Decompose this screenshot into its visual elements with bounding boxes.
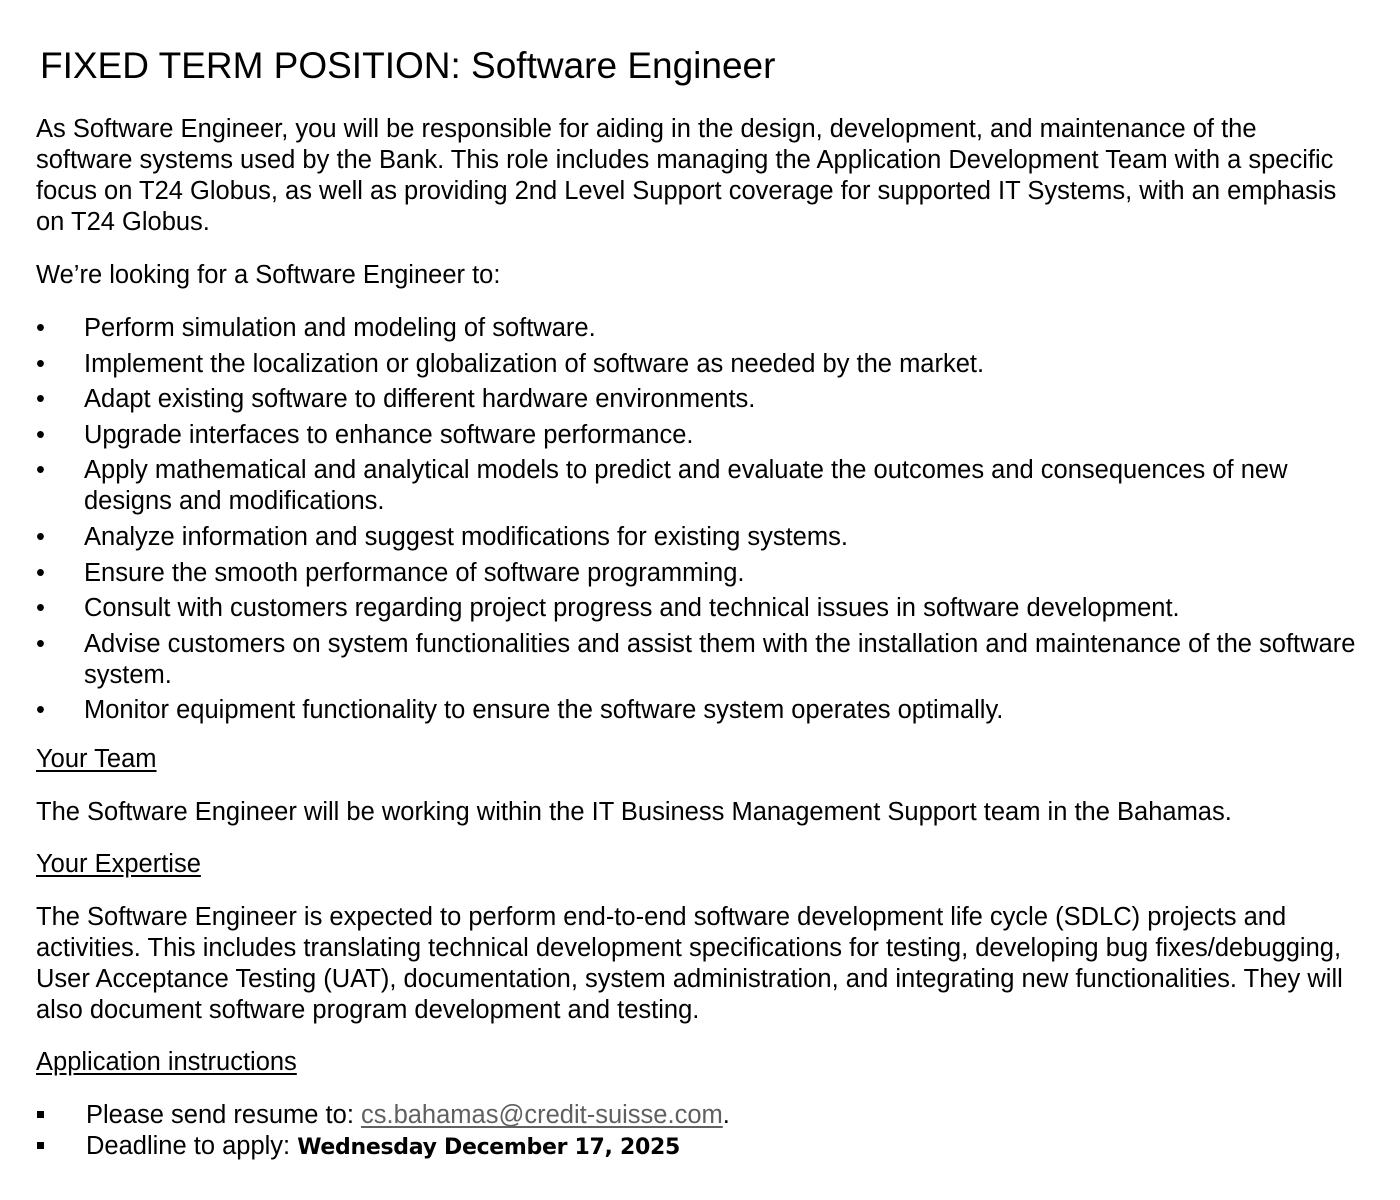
list-item-text: Adapt existing software to different hardware environments. <box>84 385 756 414</box>
email-suffix: . <box>722 1101 730 1130</box>
list-item <box>36 1131 1356 1163</box>
square-bullet-icon <box>37 1142 44 1149</box>
bullet-icon: • <box>36 696 45 725</box>
resume-label: Please send resume to: <box>86 1101 361 1130</box>
square-bullet-icon <box>37 1111 44 1118</box>
intro-paragraph: As Software Engineer, you will be responsible for aiding in the design, development, and maintenance of the software systems used by the Bank. This role includes managing the Application Development Team with a specific focus on T24 Globus, as well as providing 2nd Level Support coverage for supported IT Systems, with an emphasis on T24 Globus. <box>36 115 1337 236</box>
bullet-icon: • <box>36 349 45 378</box>
bullet-icon: • <box>36 629 45 658</box>
application-list <box>36 1100 1356 1163</box>
list-item-text: Monitor equipment functionality to ensure the software system operates optimally. <box>84 696 1004 725</box>
application-instructions-heading: Application instructions <box>36 1048 297 1077</box>
list-item-text: Implement the localization or globalization of software as needed by the market. <box>84 349 985 378</box>
list-item-text: Analyze information and suggest modifications for existing systems. <box>84 522 848 551</box>
list-item <box>36 593 1356 624</box>
bullet-icon: • <box>36 456 45 485</box>
deadline-label: Deadline to apply: <box>86 1132 298 1161</box>
list-item-text: Ensure the smooth performance of software programming. <box>84 558 745 587</box>
bullet-icon: • <box>36 522 45 551</box>
list-item <box>36 522 1356 553</box>
bullet-icon: • <box>36 558 45 587</box>
list-item <box>36 349 1356 380</box>
your-team-heading: Your Team <box>36 745 157 774</box>
your-expertise-text: The Software Engineer is expected to perform end-to-end software development life cycle (SDLC) projects and activities. This includes translating technical development specifications for testing, developing bug fixes/debugging, User Acceptance Testing (UAT), documentation, system administration, and integrating new functionalities. They will also document software program development and testing. <box>36 903 1343 1025</box>
list-item-text: Advise customers on system functionalities and assist them with the installation and maintenance of the software system. <box>84 629 1356 689</box>
list-item <box>36 1100 1356 1131</box>
deadline-date: Wednesday December 17, 2025 <box>297 1135 680 1161</box>
bullet-icon: • <box>36 420 45 449</box>
list-item <box>36 558 1356 589</box>
list-item <box>36 384 1356 415</box>
email-link[interactable]: cs.bahamas@credit-suisse.com <box>360 1101 723 1130</box>
page-title: FIXED TERM POSITION: Software Engineer <box>40 45 776 86</box>
your-expertise-heading: Your Expertise <box>36 850 201 879</box>
looking-for-text: We’re looking for a Software Engineer to: <box>36 261 501 289</box>
bullet-icon: • <box>36 594 45 623</box>
list-item-text: Apply mathematical and analytical models to predict and evaluate the outcomes and consequences of new designs and modifications. <box>84 456 1288 516</box>
list-item <box>36 455 1356 517</box>
list-item-text: Consult with customers regarding project progress and technical issues in software development. <box>84 594 1180 623</box>
list-item <box>36 420 1356 451</box>
your-team-text: The Software Engineer will be working within the IT Business Management Support team in the Bahamas. <box>36 798 1232 827</box>
list-item-text: Perform simulation and modeling of software. <box>84 314 596 342</box>
list-item-text: Upgrade interfaces to enhance software performance. <box>84 420 694 449</box>
job-posting-document <box>36 0 1356 1163</box>
bullet-icon: • <box>36 385 45 414</box>
bullet-icon: • <box>36 314 45 342</box>
list-item <box>36 313 1356 344</box>
list-item <box>36 695 1356 726</box>
responsibilities-list <box>36 313 1356 726</box>
list-item <box>36 629 1356 691</box>
